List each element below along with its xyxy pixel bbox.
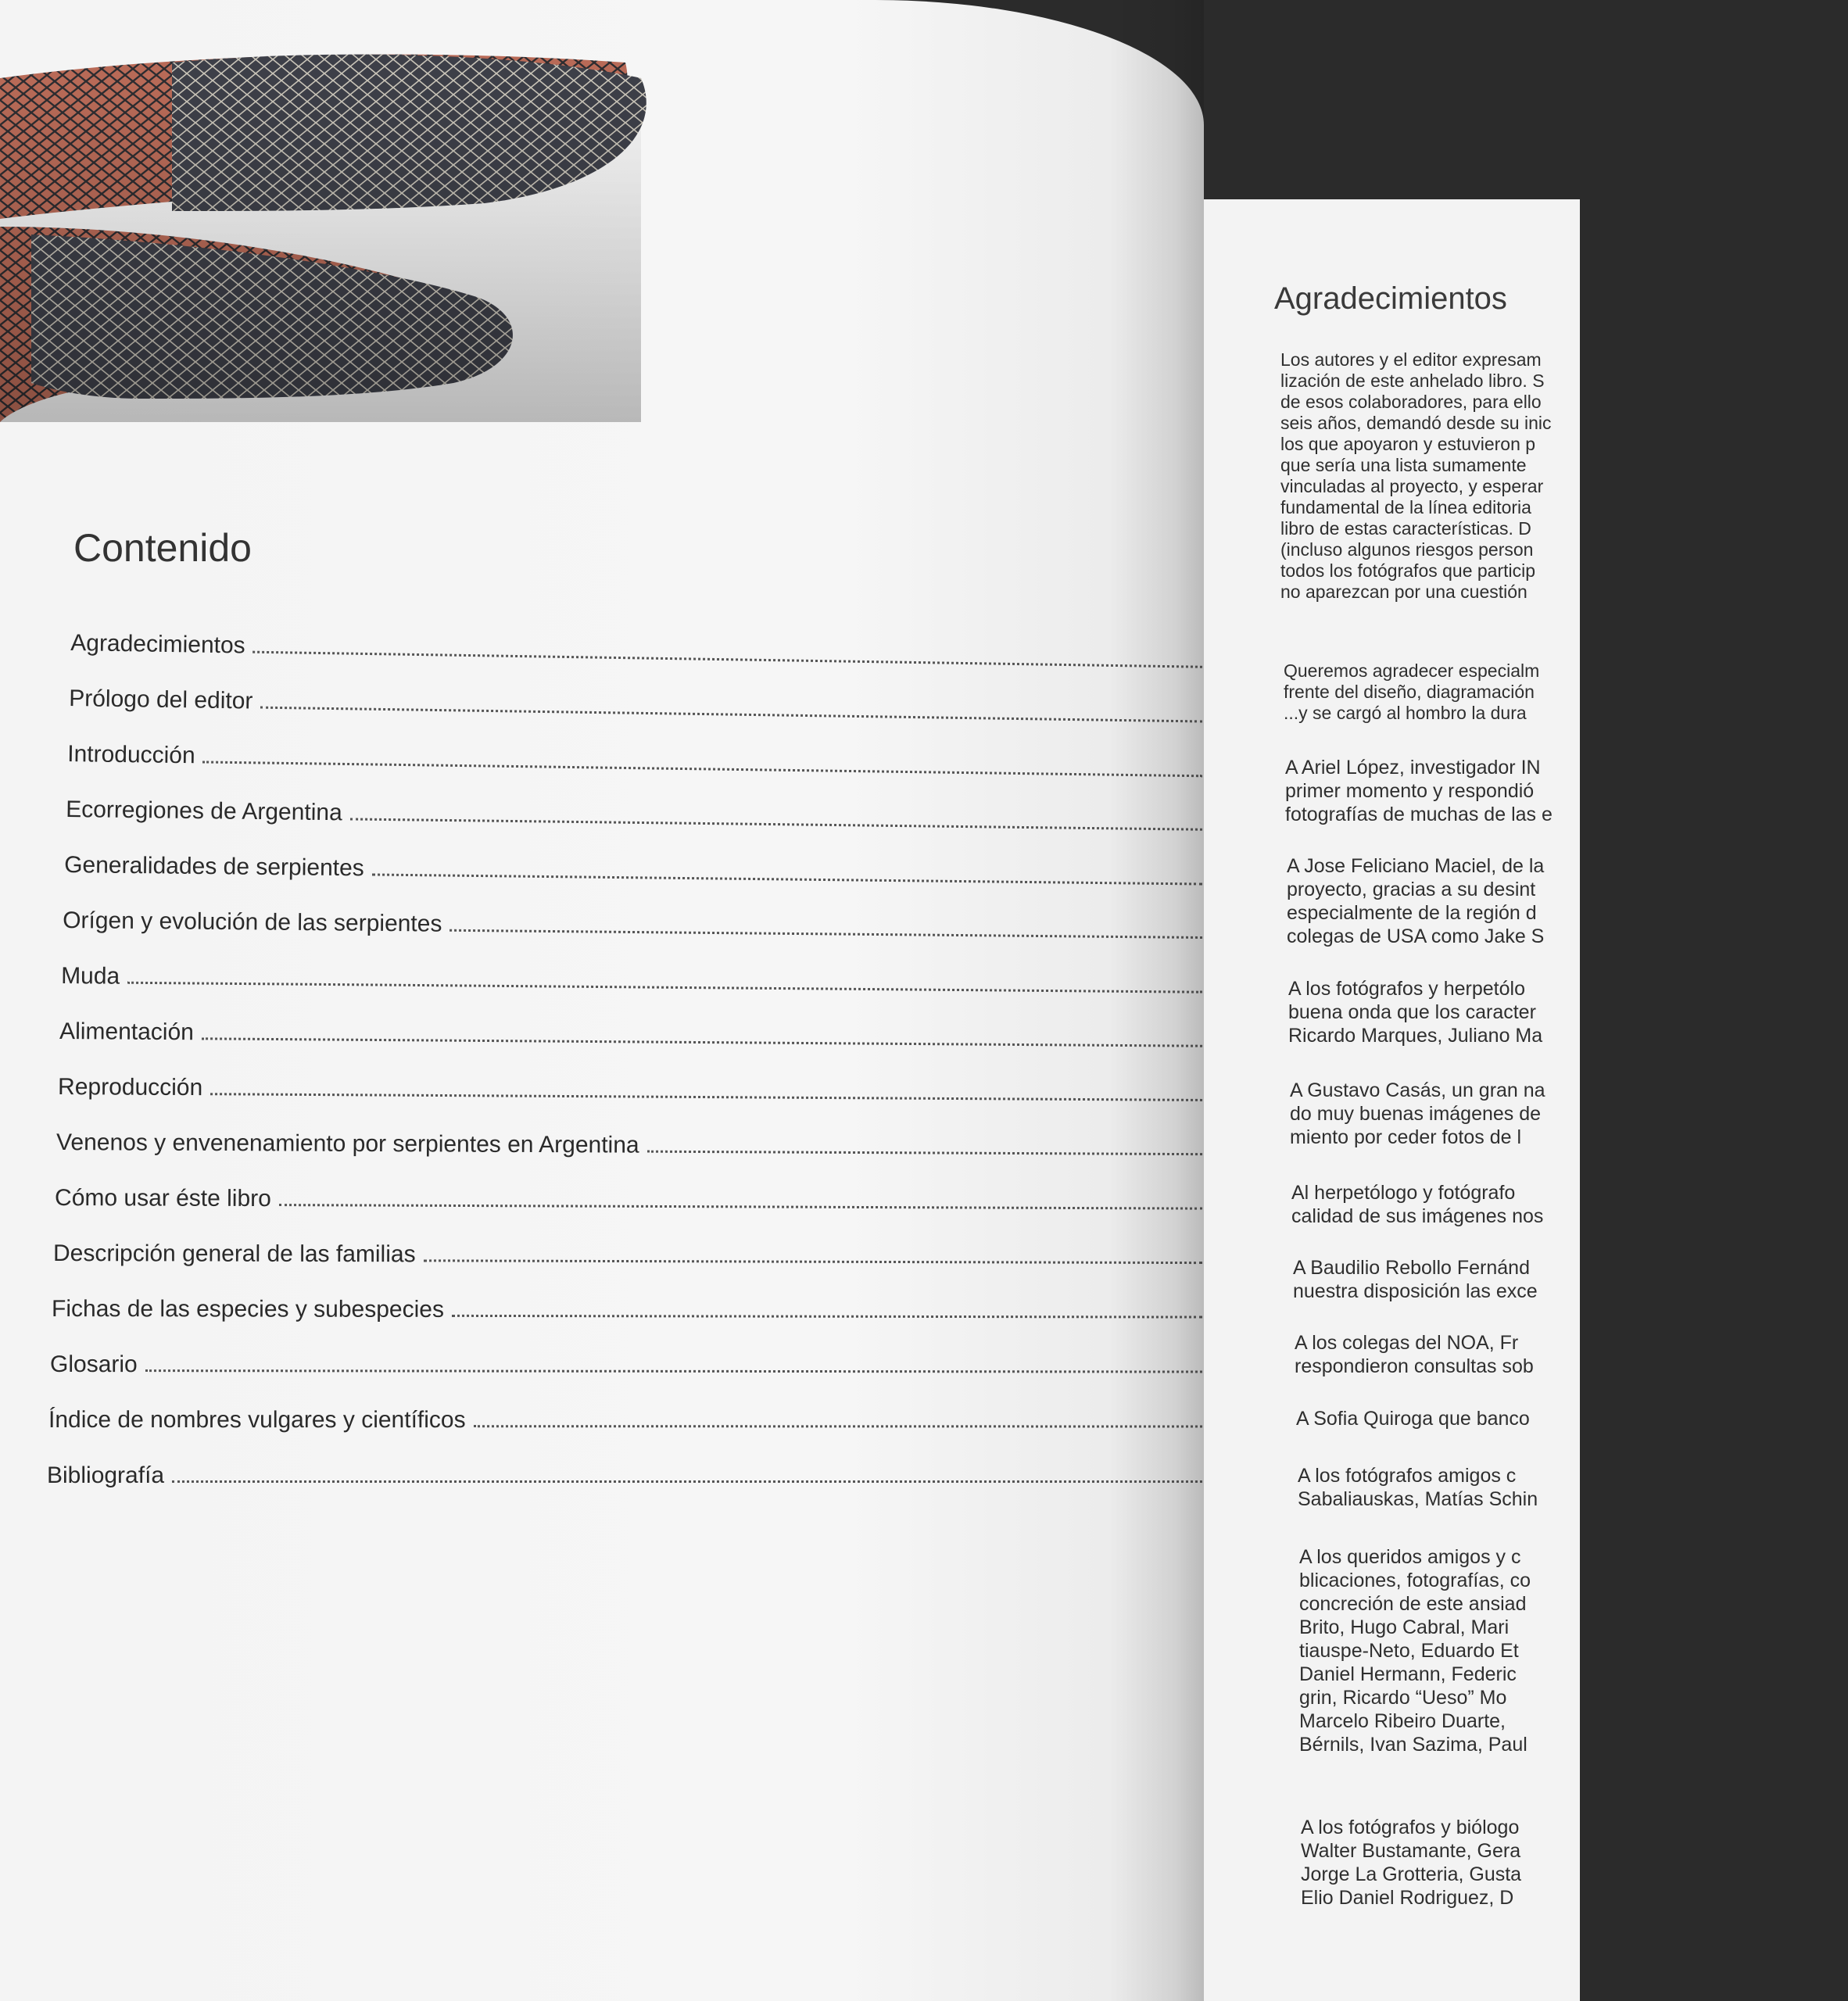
toc-dots xyxy=(202,1036,1202,1047)
paragraph-line: A Baudilio Rebollo Fernánd xyxy=(1293,1257,1530,1279)
paragraph xyxy=(1290,1079,1837,1149)
paragraph xyxy=(1296,1407,1843,1430)
toc-entry-label: Descripción general de las familias xyxy=(53,1240,416,1268)
toc-entry[interactable] xyxy=(50,1339,1227,1380)
snake-photo xyxy=(0,31,688,438)
paragraph-line: Sabaliauskas, Matías Schin xyxy=(1298,1488,1538,1510)
toc-dots xyxy=(474,1424,1202,1427)
toc-entry[interactable] xyxy=(67,728,1228,784)
paragraph-line: A los fotógrafos amigos c xyxy=(1298,1465,1517,1487)
paragraph-line: A los fotógrafos y biólogo xyxy=(1301,1817,1520,1838)
paragraph xyxy=(1299,1545,1846,1756)
paragraph-line: Walter Bustamante, Gera xyxy=(1301,1840,1521,1862)
paragraph-line: Queremos agradecer especialm xyxy=(1284,660,1540,681)
paragraph-line: ...y se cargó al hombro la dura xyxy=(1284,703,1527,723)
toc-entry-label: Cómo usar éste libro xyxy=(55,1185,271,1212)
toc-entry[interactable] xyxy=(59,1006,1227,1054)
toc-dots xyxy=(253,650,1202,668)
toc-entry[interactable] xyxy=(70,617,1228,675)
paragraph-line: grin, Ricardo “Ueso” Mo xyxy=(1299,1687,1507,1709)
toc-dots xyxy=(127,981,1202,993)
toc-entry-label: Introducción xyxy=(67,741,195,769)
paragraph-line: A Sofia Quiroga que banco xyxy=(1296,1408,1530,1430)
toc-entry[interactable] xyxy=(66,784,1228,837)
paragraph-line: proyecto, gracias a su desint xyxy=(1287,879,1536,900)
toc-entry[interactable] xyxy=(56,1117,1227,1162)
paragraph-line: do muy buenas imágenes de xyxy=(1290,1103,1542,1125)
paragraph-line: miento por ceder fotos de l xyxy=(1290,1126,1521,1148)
toc-entry-label: Prólogo del editor xyxy=(69,685,253,714)
paragraph-line: (incluso algunos riesgos person xyxy=(1280,539,1534,560)
paragraph-line: Elio Daniel Rodriguez, D xyxy=(1301,1887,1514,1909)
paragraph-line: A Jose Feliciano Maciel, de la xyxy=(1287,855,1545,877)
paragraph-line: libro de estas características. D xyxy=(1280,518,1531,539)
paragraph-line: lización de este anhelado libro. S xyxy=(1280,370,1545,391)
paragraph-line: A los colegas del NOA, Fr xyxy=(1295,1332,1519,1354)
paragraph-line: A los queridos amigos y c xyxy=(1299,1546,1521,1568)
toc-entry-label: Generalidades de serpientes xyxy=(64,852,364,882)
toc-dots xyxy=(172,1480,1202,1483)
paragraph xyxy=(1284,660,1831,724)
paragraph-line: seis años, demandó desde su inic xyxy=(1280,413,1552,433)
paragraph xyxy=(1298,1464,1845,1511)
toc-entry-label: Bibliografía xyxy=(47,1462,165,1488)
toc-entry-label: Fichas de las especies y subespecies xyxy=(52,1296,444,1323)
toc-entry-label: Alimentación xyxy=(59,1018,195,1046)
toc-dots xyxy=(279,1203,1202,1210)
paragraph-line: no aparezcan por una cuestión xyxy=(1280,582,1527,602)
paragraph-line: primer momento y respondió xyxy=(1285,780,1535,802)
paragraph-line: A Gustavo Casás, un gran na xyxy=(1290,1079,1545,1101)
paragraph-line: fotografías de muchas de las e xyxy=(1285,804,1553,825)
toc-entry[interactable] xyxy=(58,1061,1227,1108)
toc-entry[interactable] xyxy=(48,1394,1227,1434)
toc-entry-label: Ecorregiones de Argentina xyxy=(66,796,342,826)
toc-entry-label: Agradecimientos xyxy=(70,630,245,659)
paragraph-line: Brito, Hugo Cabral, Mari xyxy=(1299,1616,1510,1638)
paragraph-line: tiauspe-Neto, Eduardo Et xyxy=(1299,1640,1519,1662)
paragraph xyxy=(1288,977,1835,1047)
toc-entry[interactable] xyxy=(69,673,1228,729)
paragraph-line: Marcelo Ribeiro Duarte, xyxy=(1299,1710,1506,1732)
toc-dots xyxy=(210,1092,1202,1101)
toc-entry-label: Índice de nombres vulgares y científicos xyxy=(48,1407,466,1434)
toc-entry[interactable] xyxy=(52,1283,1227,1325)
paragraph xyxy=(1295,1331,1842,1378)
toc-dots xyxy=(424,1258,1202,1264)
paragraph-line: todos los fotógrafos que particip xyxy=(1280,560,1536,581)
paragraph-line: especialmente de la región d xyxy=(1287,902,1537,924)
toc-dots xyxy=(452,1314,1202,1319)
toc-entry[interactable] xyxy=(61,950,1227,1000)
toc-entry[interactable] xyxy=(55,1172,1227,1216)
toc-entry-label: Muda xyxy=(61,963,120,990)
right-page-title: Agradecimientos xyxy=(1274,281,1507,316)
paragraph-line: concreción de este ansiad xyxy=(1299,1593,1527,1615)
paragraph-line: frente del diseño, diagramación xyxy=(1284,682,1535,702)
paragraph xyxy=(1301,1816,1848,1910)
paragraph-line: los que apoyaron y estuvieron p xyxy=(1280,434,1536,454)
right-page xyxy=(1204,199,1580,2001)
toc-dots xyxy=(260,706,1202,723)
paragraph-line: respondieron consultas sob xyxy=(1295,1355,1534,1377)
toc-dots xyxy=(372,872,1202,885)
toc-dots xyxy=(449,929,1202,939)
toc-entry[interactable] xyxy=(47,1450,1227,1489)
paragraph xyxy=(1285,756,1832,826)
paragraph xyxy=(1291,1181,1839,1228)
paragraph-line: Daniel Hermann, Federic xyxy=(1299,1663,1517,1685)
toc-entry-label: Orígen y evolución de las serpientes xyxy=(63,907,442,937)
paragraph-line: de esos colaboradores, para ello xyxy=(1280,392,1542,412)
paragraph xyxy=(1293,1256,1840,1303)
page-gutter-shadow xyxy=(1110,0,1204,2001)
paragraph-line: colegas de USA como Jake S xyxy=(1287,925,1545,947)
paragraph-line: nuestra disposición las exce xyxy=(1293,1280,1538,1302)
paragraph-line: Los autores y el editor expresam xyxy=(1280,349,1542,370)
toc-entry[interactable] xyxy=(53,1228,1227,1270)
toc-title: Contenido xyxy=(73,526,252,570)
paragraph-line: que sería una lista sumamente xyxy=(1280,455,1527,475)
paragraph-line: Al herpetólogo y fotógrafo xyxy=(1291,1182,1516,1204)
paragraph-line: Bérnils, Ivan Sazima, Paul xyxy=(1299,1734,1527,1756)
paragraph xyxy=(1280,349,1828,603)
toc-entry-label: Reproducción xyxy=(58,1074,203,1101)
toc-dots xyxy=(145,1369,1202,1373)
paragraph-line: Jorge La Grotteria, Gusta xyxy=(1301,1863,1522,1885)
paragraph-line: Ricardo Marques, Juliano Ma xyxy=(1288,1025,1543,1047)
toc-entry-label: Venenos y envenenamiento por serpientes en Argentina xyxy=(56,1129,639,1158)
toc-dots xyxy=(350,817,1202,830)
paragraph-line: buena onda que los caracter xyxy=(1288,1001,1536,1023)
paragraph-line: A Ariel López, investigador IN xyxy=(1285,757,1541,779)
paragraph-line: vinculadas al proyecto, y esperar xyxy=(1280,476,1544,496)
paragraph-line: fundamental de la línea editoria xyxy=(1280,497,1531,517)
toc-entry[interactable] xyxy=(64,839,1227,892)
paragraph-line: calidad de sus imágenes nos xyxy=(1291,1205,1544,1227)
toc-dots xyxy=(203,760,1202,777)
paragraph-line: blicaciones, fotografías, co xyxy=(1299,1570,1531,1591)
toc-entry-label: Glosario xyxy=(50,1351,138,1378)
paragraph xyxy=(1287,854,1834,948)
paragraph-line: A los fotógrafos y herpetólo xyxy=(1288,978,1525,1000)
toc-entry[interactable] xyxy=(63,895,1227,945)
